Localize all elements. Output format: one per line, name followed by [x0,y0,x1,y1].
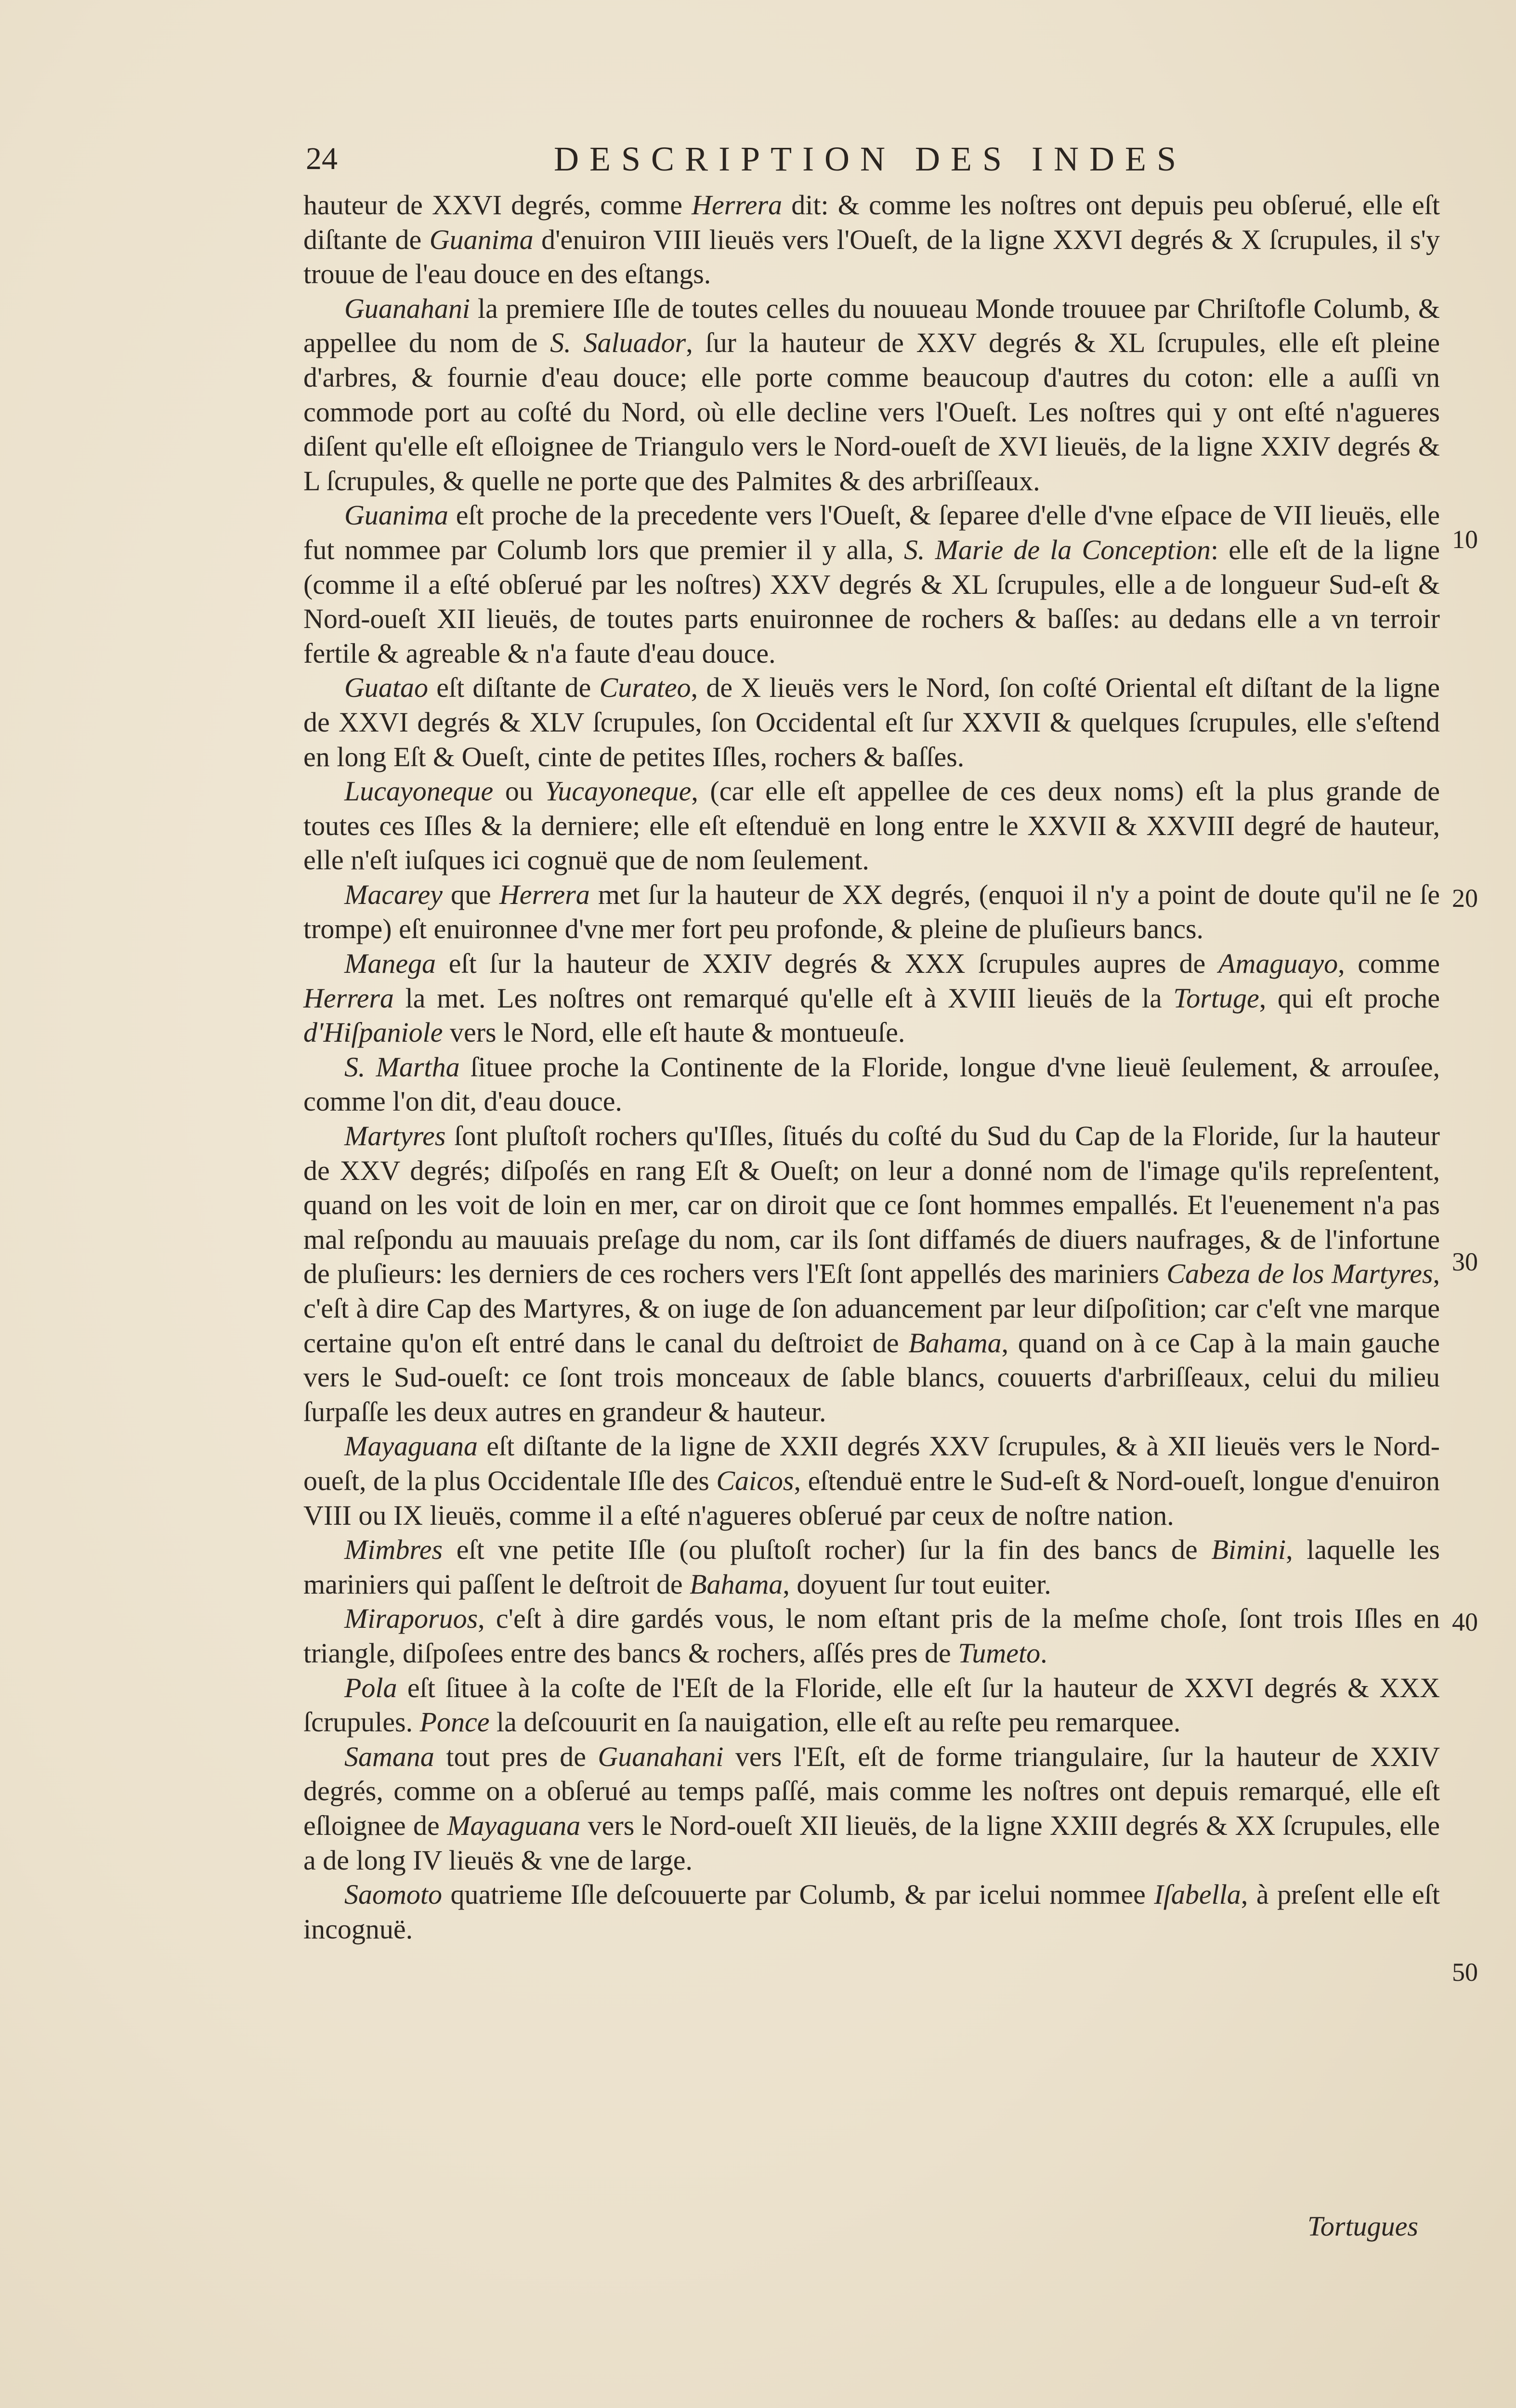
place-name: Caicos [716,1465,794,1496]
text-run: , c'eſt à dire gardés vous, le nom eſtant pris de la meſme choſe, ſont trois Iſles en triangle, diſpoſees entre des bancs & rochers, aſſés pres de [303,1603,1440,1669]
text-run: la met. Les noſtres ont remarqué qu'elle eſt à XVIII lieuës de la [393,982,1174,1014]
paragraph [303,1671,1440,1740]
text-run: quatrieme Iſle deſcouuerte par Columb, & par icelui nommee [442,1879,1154,1911]
text-run: vers l'Eſt, eſt de forme triangulaire, ſur la hauteur de XXIV degrés, comme on a obſerué au temps paſſé, mais comme les noſtres ont depuis remarqué, elle eſt eſloignee de [303,1741,1440,1841]
place-name: Herrera [692,189,783,221]
place-name: Herrera [499,878,590,910]
text-run: , à preſent elle eſt incognuë. [303,1879,1440,1945]
place-name: Manega [344,948,436,980]
place-name: Tortuge [1173,982,1259,1014]
text-run: , comme [1338,948,1440,980]
text-run: eſt vne petite Iſle (ou pluſtoſt rocher) ſur la fin des bancs de [443,1534,1212,1566]
text-run: eſt ſituee à la coſte de l'Eſt de la Floride, elle eſt ſur la hauteur de XXVI degrés & XXX ſcrupules. [303,1672,1440,1738]
place-name: Bimini [1211,1534,1286,1566]
place-name: Lucayoneque [344,775,494,807]
paragraph [303,498,1440,670]
place-name: d'Hiſpaniole [303,1017,443,1048]
page-header [0,137,1516,181]
page-number: 24 [306,141,338,176]
paragraph [303,1429,1440,1532]
place-name: S. Saluador [550,327,686,359]
text-run: vers le Nord-oueſt XII lieuës, de la ligne XXIII degrés & XX ſcrupules, elle a de long IV lieuës & vne de large. [303,1809,1440,1876]
place-name: Tumeto [958,1637,1041,1669]
text-run: eſt diſtante de la ligne de XXII degrés XXV ſcrupules, & à XII lieuës vers le Nord-oueſt, de la plus Occidentale Iſle des [303,1430,1440,1496]
place-name: Mayaguana [344,1430,478,1462]
place-name: Macarey [344,878,443,910]
place-name: Yucayoneque [545,775,692,807]
text-run: eſt proche de la precedente vers l'Oueſt, & ſeparee d'elle d'vne eſpace de VII lieuës, elle fut nommee par Columb lors que premier il y alla, [303,499,1440,565]
place-name: Guanima [344,499,448,531]
text-run: la premiere Iſle de toutes celles du nouueau Monde trouuee par Chriſtofle Columb, & appellee du nom de [303,292,1440,359]
text-run: : elle eſt de la ligne (comme il a eſté obſerué par les noſtres) XXV degrés & XL ſcrupules, elle a de longueur Sud-eſt & Nord-oueſt XII lieuës, de toutes parts enuironnee de rochers & baſſes: au dedans elle a vn terroir fertile & agreable & n'a faute d'eau douce. [303,534,1440,669]
margin-line-number: 20 [1452,884,1478,913]
running-title: DESCRIPTION DES INDES [554,140,1187,178]
paragraph [303,1601,1440,1670]
margin-line-number: 50 [1452,1958,1478,1987]
place-name: Herrera [303,982,394,1014]
text-run: , eſtenduë entre le Sud-eſt & Nord-oueſt, longue d'enuiron VIII ou IX lieuës, comme il a eſté n'agueres obſerué par ceux de noſtre nation. [303,1465,1440,1531]
text-run: , de X lieuës vers le Nord, ſon coſté Oriental eſt diſtant de la ligne de XXVI degrés & XLV ſcrupules, ſon Occidental eſt ſur XXVII & quelques ſcrupules, elle s'eſtend en long Eſt & Oueſt, cinte de petites Iſles, rochers & baſſes. [303,672,1440,772]
place-name: S. Marie de la Conception [903,534,1211,565]
paragraph [303,877,1440,946]
body-text [303,188,1440,1946]
paragraph [303,774,1440,877]
margin-line-number: 30 [1452,1247,1478,1276]
place-name: S. Martha [344,1051,460,1083]
margin-line-number: 40 [1452,1608,1478,1636]
place-name: Bahama [908,1327,1002,1359]
place-name: Curateo [599,672,691,704]
text-run: eſt diſtante de [428,672,600,704]
paragraph [303,1532,1440,1601]
paragraph [303,670,1440,774]
paragraph [303,1119,1440,1429]
paragraph [303,188,1440,291]
place-name: Cabeza de los Martyres [1166,1258,1433,1290]
place-name: Guanahani [598,1741,724,1772]
text-run: , quand on à ce Cap à la main gauche vers le Sud-oueſt: ce ſont trois monceaux de ſable blancs, couuerts d'arbriſſeaux, celui du milieu ſurpaſſe les deux autres en grandeur & hauteur. [303,1327,1440,1427]
text-run: tout pres de [434,1741,598,1772]
paragraph [303,946,1440,1050]
place-name: Mimbres [344,1534,443,1566]
place-name: Amaguayo [1218,948,1338,980]
text-run: , doyuent ſur tout euiter. [783,1568,1051,1600]
paragraph [303,1877,1440,1946]
margin-line-number: 10 [1452,525,1478,554]
text-run: , ſur la hauteur de XXV degrés & XL ſcrupules, elle eſt pleine d'arbres, & fournie d'eau douce; elle porte comme beaucoup d'autres du coton: elle a auſſi vn commode port au coſté du Nord, où elle decline vers l'Oueſt. Les noſtres qui y ont eſté n'agueres diſent qu'elle eſt eſloignee de Triangulo vers le Nord-oueſt de XVI lieuës, de la ligne XXIV degrés & L ſcrupules, & quelle ne porte que des Palmites & des arbriſſeaux. [303,327,1440,497]
text-run: ou [493,775,545,807]
text-run: la deſcouurit en ſa nauigation, elle eſt au reſte peu remarquee. [489,1706,1181,1738]
text-run: ſituee proche la Continente de la Floride, longue d'vne lieuë ſeulement, & arrouſee, comme l'on dit, d'eau douce. [303,1051,1440,1117]
place-name: Guatao [344,672,428,704]
text-run: , qui eſt proche [1259,982,1440,1014]
place-name: Guanahani [344,292,470,324]
place-name: Mayaguana [447,1809,581,1841]
place-name: Miraporuos [344,1603,478,1635]
place-name: Iſabella [1154,1879,1241,1911]
text-run: , laquelle les mariniers qui paſſent le deſtroit de [303,1534,1440,1600]
text-run: met ſur la hauteur de XX degrés, (enquoi il n'y a point de doute qu'il ne ſe trompe) eſt enuironnee d'vne mer fort peu profonde, & pleine de pluſieurs bancs. [303,878,1440,945]
text-run: vers le Nord, elle eſt haute & montueuſe. [443,1017,905,1048]
place-name: Martyres [344,1120,446,1152]
paragraph [303,1050,1440,1119]
place-name: Bahama [690,1568,783,1600]
text-run: eſt ſur la hauteur de XXIV degrés & XXX ſcrupules aupres de [436,948,1219,980]
catchword: Tortugues [1307,2211,1418,2242]
paragraph [303,1740,1440,1877]
text-run: d'enuiron VIII lieuës vers l'Oueſt, de la ligne XXVI degrés & X ſcrupules, il s'y trouue de l'eau douce en des eſtangs. [303,223,1440,290]
text-run: que [442,878,499,910]
text-run: ſont pluſtoſt rochers qu'Iſles, ſitués du coſté du Sud du Cap de la Floride, ſur la hauteur de XXV degrés; diſpoſés en rang Eſt & Oueſt; on leur a donné nom de l'image qu'ils repreſentent, quand on les voit de loin en mer, car on diroit que ce ſont hommes empallés. Et l'euenement n'a pas mal reſpondu au mauuais preſage du nom, car ils ſont diffamés de diuers naufrages, & de l'infortune de pluſieurs: les derniers de ces rochers vers l'Eſt ſont appellés des mariniers [303,1120,1440,1290]
text-run: , c'eſt à dire Cap des Martyres, & on iuge de ſon aduancement par leur diſpoſition; car c'eſt vne marque certaine qu'on eſt entré dans le canal du deſtroiɛt de [303,1258,1440,1359]
text-run: dit: & comme les noſtres ont depuis peu obſerué, elle eſt diſtante de [303,189,1440,255]
text-run: hauteur de XXVI degrés, comme [303,189,692,221]
place-name: Pola [344,1672,397,1703]
place-name: Saomoto [344,1879,442,1911]
paragraph [303,291,1440,498]
text-run: . [1040,1637,1047,1669]
text-run: , (car elle eſt appellee de ces deux noms) eſt la plus grande de toutes ces Iſles & la derniere; elle eſt eſtenduë en long entre le XXVII & XXVIII degré de hauteur, elle n'eſt iuſques ici cognuë que de nom ſeulement. [303,775,1440,876]
place-name: Ponce [419,1706,490,1738]
place-name: Guanima [429,223,534,255]
place-name: Samana [344,1741,434,1772]
